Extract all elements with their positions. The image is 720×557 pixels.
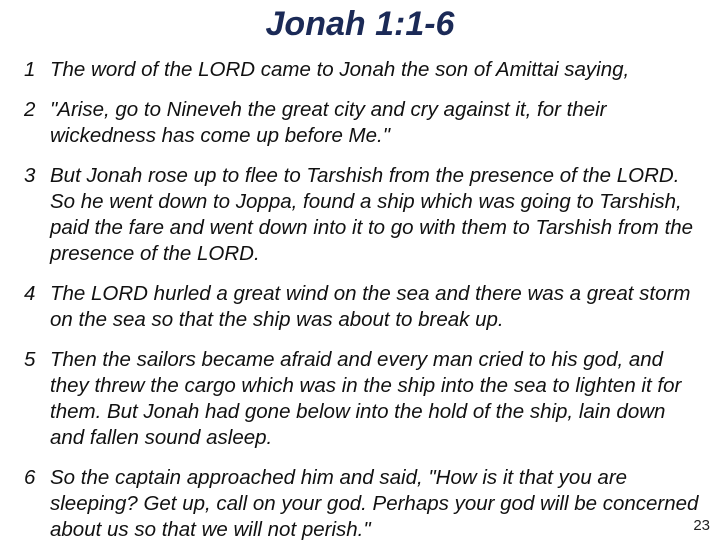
verse-number: 1 [24,58,36,81]
verse-text: "Arise, go to Nineveh the great city and cry against it, for their wickedness has come up before Me." [50,98,607,147]
verse-4 [24,281,700,333]
verse-3 [24,163,700,267]
verse-6 [24,465,700,543]
verse-2 [24,97,700,149]
verse-list [24,57,700,557]
verse-number: 5 [24,348,36,371]
verse-text: The word of the LORD came to Jonah the son of Amittai saying, [50,58,630,81]
verse-text: But Jonah rose up to flee to Tarshish from the presence of the LORD. So he went down to Joppa, found a ship which was going to Tarshish, paid the fare and went down into it to go with them to Tarshish from the presence of the LORD. [50,164,694,265]
verse-number: 4 [24,282,36,305]
page-number: 23 [693,517,710,534]
verse-text: So the captain approached him and said, "How is it that you are sleeping? Get up, call on your god. Perhaps your god will be concerned about us so that we will not perish." [50,466,699,541]
verse-text: Then the sailors became afraid and every man cried to his god, and they threw the cargo which was in the ship into the sea to lighten it for them. But Jonah had gone below into the hold of the ship, lain down and fallen sound asleep. [50,348,682,449]
verse-number: 2 [24,98,36,121]
verse-number: 3 [24,164,36,187]
verse-1 [24,57,700,83]
slide-title: Jonah 1:1-6 [265,5,455,43]
verse-number: 6 [24,466,36,489]
verse-text: The LORD hurled a great wind on the sea and there was a great storm on the sea so that the ship was about to break up. [50,282,691,331]
verse-5 [24,347,700,451]
